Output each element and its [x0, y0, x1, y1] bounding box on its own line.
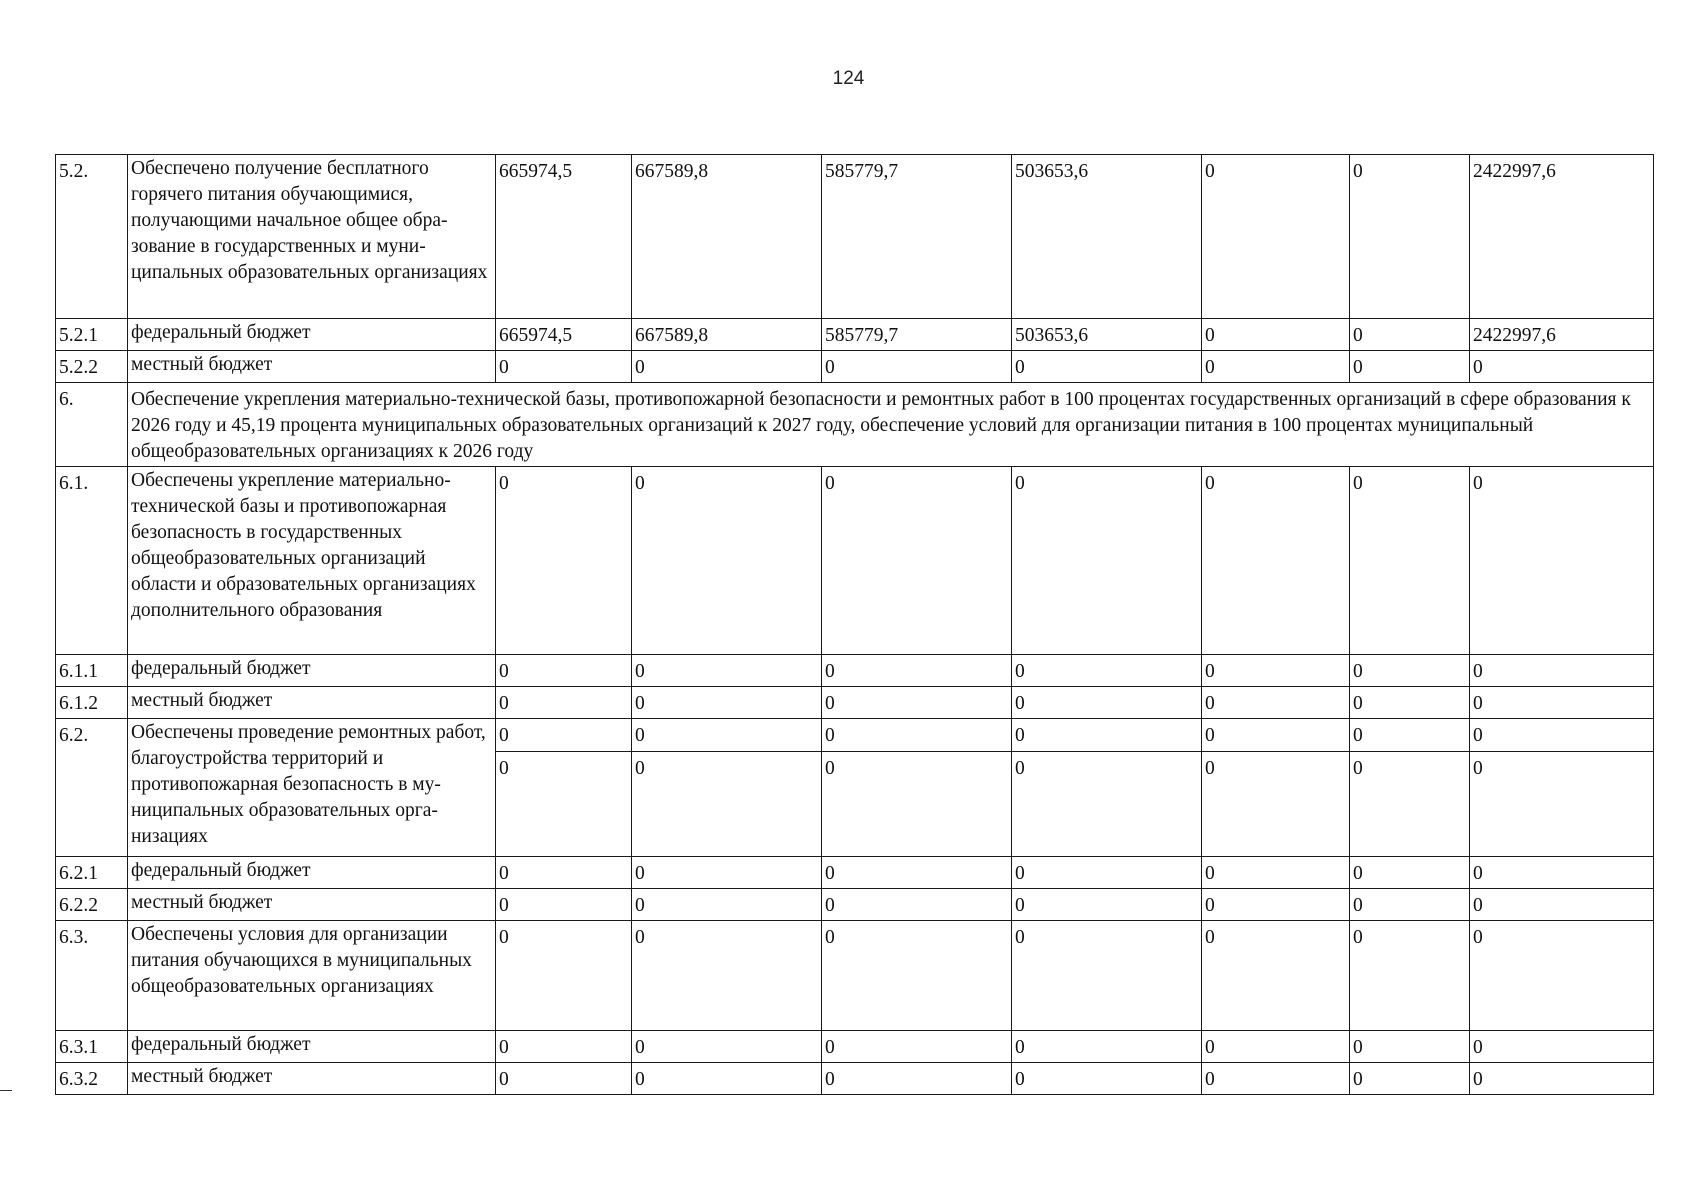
table-row — [56, 1031, 1654, 1063]
value-text: 0 — [499, 927, 509, 948]
value-text: 0 — [499, 895, 509, 916]
value-cell — [1470, 1063, 1654, 1095]
value-text: 0 — [1015, 693, 1025, 714]
table-row — [56, 687, 1654, 719]
value-cell — [1012, 655, 1202, 687]
value-text: 0 — [1015, 927, 1025, 948]
value-text: 0 — [499, 357, 509, 378]
value-text: 0 — [1205, 1037, 1215, 1058]
value-cell — [822, 889, 1012, 921]
value-text: 0 — [825, 725, 835, 746]
value-text: 0 — [1015, 357, 1025, 378]
value-text: 0 — [499, 661, 509, 682]
value-cell — [1350, 719, 1470, 857]
value-text: 0 — [1205, 693, 1215, 714]
value-text-secondary: 0 — [1353, 758, 1363, 779]
value-text: 0 — [825, 895, 835, 916]
value-cell — [632, 1031, 822, 1063]
value-cell — [632, 687, 822, 719]
section-heading: Обеспечение укрепления материально-технической базы, противопожарной безопасности и ремонтных работ в 100 процентах государственных организаций в сфере образования к 2026 году и 45,19 процента муниципальных образовательных организаций к 2027 году, обеспечение условий для организации питания в 100 процентах муниципальный общеобразовательных организациях к 2026 году — [128, 383, 1654, 467]
row-description: федеральный бюджет — [128, 319, 496, 351]
value-cell — [1470, 155, 1654, 319]
value-text: 0 — [499, 725, 509, 746]
value-text: 667589,8 — [635, 161, 709, 182]
table-row — [56, 857, 1654, 889]
value-text: 0 — [1353, 863, 1363, 884]
value-text: 585779,7 — [825, 325, 899, 346]
value-text: 0 — [1353, 473, 1363, 494]
value-text-secondary: 0 — [1473, 758, 1483, 779]
value-text: 0 — [1353, 661, 1363, 682]
row-description: федеральный бюджет — [128, 1031, 496, 1063]
value-cell — [496, 1031, 632, 1063]
value-cell — [822, 467, 1012, 655]
value-text: 0 — [1015, 725, 1025, 746]
value-cell — [1202, 687, 1350, 719]
value-cell — [822, 719, 1012, 857]
value-cell — [632, 351, 822, 383]
value-text: 0 — [825, 1037, 835, 1058]
value-text: 0 — [1205, 1069, 1215, 1090]
value-cell — [1202, 889, 1350, 921]
row-description: Обеспечены укрепление материально-технической базы и противопожарная безопасность в государственных общеобразовательных организаций области и образовательных организациях дополнительного образования — [128, 467, 496, 655]
value-cell — [1012, 687, 1202, 719]
value-cell — [822, 687, 1012, 719]
value-text: 0 — [499, 473, 509, 494]
value-text: 0 — [825, 863, 835, 884]
value-text: 0 — [1015, 661, 1025, 682]
value-cell — [496, 155, 632, 319]
row-code: 6.3.1 — [56, 1031, 128, 1063]
value-cell — [1012, 857, 1202, 889]
value-text: 0 — [825, 357, 835, 378]
value-divider — [1350, 751, 1469, 752]
value-text: 0 — [1473, 473, 1483, 494]
value-cell — [1202, 857, 1350, 889]
value-cell — [496, 467, 632, 655]
value-text: 0 — [499, 1069, 509, 1090]
value-text: 0 — [1205, 473, 1215, 494]
value-cell — [1350, 1063, 1470, 1095]
value-cell — [632, 655, 822, 687]
value-text: 0 — [635, 357, 645, 378]
table-row — [56, 467, 1654, 655]
value-cell — [1202, 319, 1350, 351]
row-description: федеральный бюджет — [128, 655, 496, 687]
value-text: 0 — [1353, 895, 1363, 916]
value-cell — [1470, 351, 1654, 383]
value-text: 0 — [1473, 1069, 1483, 1090]
row-description: местный бюджет — [128, 351, 496, 383]
value-text: 0 — [1473, 895, 1483, 916]
value-text: 0 — [635, 1069, 645, 1090]
value-cell — [1012, 889, 1202, 921]
value-cell — [1012, 1063, 1202, 1095]
row-code: 5.2.1 — [56, 319, 128, 351]
value-text: 0 — [635, 725, 645, 746]
value-cell — [496, 857, 632, 889]
value-text-secondary: 0 — [635, 758, 645, 779]
value-cell — [496, 921, 632, 1031]
row-code: 6.1. — [56, 467, 128, 655]
row-description: Обеспечены условия для организации питания обучающихся в муниципальных общеобразовательных организациях — [128, 921, 496, 1031]
value-text: 503653,6 — [1015, 161, 1089, 182]
value-cell — [1470, 719, 1654, 857]
budget-table — [55, 154, 1654, 1095]
value-cell — [1350, 319, 1470, 351]
value-text: 0 — [1353, 1069, 1363, 1090]
value-cell — [1350, 687, 1470, 719]
value-text: 0 — [1473, 357, 1483, 378]
table-row — [56, 889, 1654, 921]
value-divider — [822, 751, 1011, 752]
table-row — [56, 921, 1654, 1031]
value-text: 0 — [1473, 693, 1483, 714]
value-text: 0 — [1205, 325, 1215, 346]
value-cell — [1202, 655, 1350, 687]
value-cell — [1202, 921, 1350, 1031]
value-cell — [1012, 719, 1202, 857]
value-cell — [632, 319, 822, 351]
value-text: 0 — [1473, 927, 1483, 948]
value-cell — [632, 155, 822, 319]
table-row — [56, 655, 1654, 687]
row-code: 6.2.2 — [56, 889, 128, 921]
value-cell — [1350, 351, 1470, 383]
value-text: 0 — [1015, 473, 1025, 494]
value-cell — [1012, 1031, 1202, 1063]
value-text: 0 — [1205, 863, 1215, 884]
value-cell — [496, 889, 632, 921]
value-cell — [1350, 921, 1470, 1031]
value-text: 0 — [1015, 863, 1025, 884]
value-cell — [1470, 857, 1654, 889]
value-cell — [496, 1063, 632, 1095]
value-text: 0 — [1205, 661, 1215, 682]
row-code: 6.1.2 — [56, 687, 128, 719]
row-code: 6.3. — [56, 921, 128, 1031]
table-row — [56, 1063, 1654, 1095]
table-row — [56, 719, 1654, 857]
row-description: местный бюджет — [128, 889, 496, 921]
value-cell — [1470, 319, 1654, 351]
value-cell — [1470, 655, 1654, 687]
value-cell — [822, 319, 1012, 351]
value-text: 0 — [1473, 661, 1483, 682]
value-divider — [496, 751, 631, 752]
value-cell — [1202, 467, 1350, 655]
table-body — [56, 155, 1654, 1095]
value-text: 0 — [825, 693, 835, 714]
value-text: 0 — [1353, 725, 1363, 746]
value-cell — [1350, 155, 1470, 319]
row-description: местный бюджет — [128, 687, 496, 719]
value-cell — [1470, 889, 1654, 921]
value-text: 0 — [1353, 1037, 1363, 1058]
value-cell — [1012, 155, 1202, 319]
value-text: 0 — [1205, 725, 1215, 746]
value-text: 0 — [635, 927, 645, 948]
value-text-secondary: 0 — [825, 758, 835, 779]
value-text: 0 — [1353, 161, 1363, 182]
value-text: 0 — [825, 1069, 835, 1090]
value-text: 0 — [1015, 1037, 1025, 1058]
value-text-secondary: 0 — [1205, 758, 1215, 779]
value-text: 0 — [1015, 1069, 1025, 1090]
value-text: 0 — [635, 473, 645, 494]
value-text: 665974,5 — [499, 161, 573, 182]
value-cell — [1202, 719, 1350, 857]
value-cell — [1470, 921, 1654, 1031]
value-cell — [632, 1063, 822, 1095]
value-text: 0 — [635, 1037, 645, 1058]
value-cell — [822, 1031, 1012, 1063]
value-text: 0 — [499, 863, 509, 884]
value-text: 2422997,6 — [1473, 161, 1556, 182]
value-cell — [1470, 1031, 1654, 1063]
value-text: 0 — [825, 661, 835, 682]
row-description: Обеспечено получение бесплатного горячего питания обучающимися, получающими начальное общее образование в государственных и муниципальных образовательных организациях — [128, 155, 496, 319]
value-divider — [1202, 751, 1349, 752]
page-number: 124 — [832, 68, 865, 89]
value-cell — [1470, 687, 1654, 719]
value-text: 503653,6 — [1015, 325, 1089, 346]
row-code: 5.2.2 — [56, 351, 128, 383]
value-text: 0 — [635, 895, 645, 916]
value-text: 0 — [1205, 927, 1215, 948]
value-cell — [496, 351, 632, 383]
value-text: 0 — [825, 927, 835, 948]
value-text: 0 — [1473, 725, 1483, 746]
value-cell — [822, 351, 1012, 383]
value-cell — [496, 719, 632, 857]
value-text: 2422997,6 — [1473, 325, 1556, 346]
row-description: федеральный бюджет — [128, 857, 496, 889]
value-divider — [1012, 751, 1201, 752]
table-row — [56, 351, 1654, 383]
value-text: 0 — [499, 1037, 509, 1058]
value-cell — [496, 655, 632, 687]
value-text: 0 — [825, 473, 835, 494]
value-text: 0 — [1205, 895, 1215, 916]
value-cell — [822, 857, 1012, 889]
value-cell — [632, 857, 822, 889]
value-text: 0 — [1353, 357, 1363, 378]
value-text: 0 — [1473, 1037, 1483, 1058]
value-cell — [632, 719, 822, 857]
value-cell — [1350, 1031, 1470, 1063]
value-text-secondary: 0 — [499, 758, 509, 779]
row-code: 5.2. — [56, 155, 128, 319]
value-cell — [822, 155, 1012, 319]
value-cell — [632, 467, 822, 655]
value-cell — [1202, 1031, 1350, 1063]
row-description: местный бюджет — [128, 1063, 496, 1095]
value-text: 667589,8 — [635, 325, 709, 346]
value-cell — [1202, 1063, 1350, 1095]
value-cell — [1012, 351, 1202, 383]
value-text: 0 — [1353, 927, 1363, 948]
value-cell — [496, 319, 632, 351]
value-text: 0 — [1353, 693, 1363, 714]
value-text: 585779,7 — [825, 161, 899, 182]
row-description: Обеспечены проведение ремонтных работ, благоустройства территорий и противопожарная безопасность в муниципальных образовательных организациях — [128, 719, 496, 857]
value-divider — [1470, 751, 1653, 752]
value-text: 0 — [635, 661, 645, 682]
row-code: 6.1.1 — [56, 655, 128, 687]
value-text: 665974,5 — [499, 325, 573, 346]
value-text: 0 — [1353, 325, 1363, 346]
value-text: 0 — [1015, 895, 1025, 916]
value-text: 0 — [1205, 161, 1215, 182]
row-code: 6. — [56, 383, 128, 467]
value-cell — [632, 889, 822, 921]
row-code: 6.2.1 — [56, 857, 128, 889]
edge-mark — [0, 1090, 12, 1091]
value-cell — [1350, 889, 1470, 921]
value-cell — [1350, 857, 1470, 889]
value-text: 0 — [499, 693, 509, 714]
value-cell — [1350, 655, 1470, 687]
value-cell — [822, 921, 1012, 1031]
value-text-secondary: 0 — [1015, 758, 1025, 779]
value-text: 0 — [635, 693, 645, 714]
value-text: 0 — [1473, 863, 1483, 884]
table-row — [56, 319, 1654, 351]
value-cell — [822, 655, 1012, 687]
value-cell — [1202, 155, 1350, 319]
table-row — [56, 155, 1654, 319]
value-cell — [822, 1063, 1012, 1095]
table-row — [56, 383, 1654, 467]
value-text: 0 — [1205, 357, 1215, 378]
value-cell — [632, 921, 822, 1031]
row-code: 6.3.2 — [56, 1063, 128, 1095]
value-cell — [1470, 467, 1654, 655]
value-cell — [1012, 467, 1202, 655]
value-cell — [496, 687, 632, 719]
row-code: 6.2. — [56, 719, 128, 857]
value-cell — [1202, 351, 1350, 383]
value-text: 0 — [635, 863, 645, 884]
value-cell — [1350, 467, 1470, 655]
value-divider — [632, 751, 821, 752]
value-cell — [1012, 319, 1202, 351]
value-cell — [1012, 921, 1202, 1031]
